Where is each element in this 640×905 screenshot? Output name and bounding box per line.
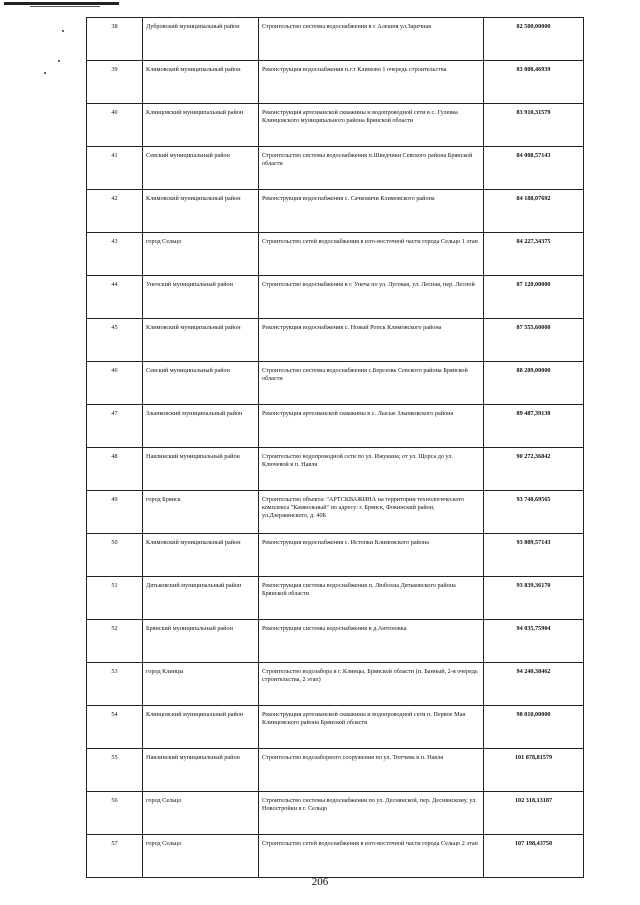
table-row (87, 491, 584, 534)
district-cell: Навлинский муниципальный район (143, 448, 259, 491)
district-cell: город Клинцы (143, 663, 259, 706)
amount-cell: 87 120,00000 (484, 276, 584, 319)
project-cell: Реконструкция водоснабжения п.г.т Климово 1 очередь строительства (259, 61, 484, 104)
row-number-cell: 43 (87, 233, 143, 276)
district-cell: Севский муниципальный район (143, 362, 259, 405)
project-cell: Строительство системы водоснабжения п.Шведчики Севского района Брянской области (259, 147, 484, 190)
table-row (87, 534, 584, 577)
scan-artifact-dot (58, 60, 60, 62)
table-row (87, 706, 584, 749)
project-cell: Строительство водозабора в г. Клинцы, Брянской области (п. Банный, 2-я очередь строительства, 2 этап) (259, 663, 484, 706)
table-row (87, 276, 584, 319)
amount-cell: 101 878,81579 (484, 749, 584, 792)
amount-cell: 107 198,43750 (484, 835, 584, 878)
district-cell: Севский муниципальный район (143, 147, 259, 190)
scan-artifact-line (30, 6, 100, 7)
row-number-cell: 41 (87, 147, 143, 190)
district-cell: Злынковский муниципальный район (143, 405, 259, 448)
amount-cell: 98 010,00000 (484, 706, 584, 749)
row-number-cell: 54 (87, 706, 143, 749)
amount-cell: 93 839,36170 (484, 577, 584, 620)
district-cell: город Сельцо (143, 792, 259, 835)
row-number-cell: 40 (87, 104, 143, 147)
table-row (87, 663, 584, 706)
row-number-cell: 50 (87, 534, 143, 577)
amount-cell: 89 487,39130 (484, 405, 584, 448)
projects-table (86, 17, 584, 878)
project-cell: Строительство водопроводной сети по ул. Ижукина; от ул. Щорса до ул. Ключевой в п. Навля (259, 448, 484, 491)
page-number: 206 (311, 876, 329, 888)
table-row (87, 448, 584, 491)
table-row (87, 792, 584, 835)
project-cell: Реконструкция артезианской скважины в с. Лысые Злынковского района (259, 405, 484, 448)
table-row (87, 147, 584, 190)
project-cell: Строительство объекта: "АРТСКВАЖИНА на территории технологического комплекса "Камвольный" по адресу: г. Брянск, Фокинский район, ул.Дзержинского, д. 40Б (259, 491, 484, 534)
amount-cell: 83 008,46939 (484, 61, 584, 104)
amount-cell: 93 809,57143 (484, 534, 584, 577)
district-cell: Климовский муниципальный район (143, 190, 259, 233)
amount-cell: 83 910,31579 (484, 104, 584, 147)
scan-artifact-line (4, 2, 119, 5)
project-cell: Строительство системы водоснабжения с.Березовк Севского района Брянской области (259, 362, 484, 405)
table-row (87, 18, 584, 61)
amount-cell: 82 500,00000 (484, 18, 584, 61)
table-row (87, 577, 584, 620)
project-cell: Строительство сетей водоснабжения в юго-восточной части города Сельцо 2 этап (259, 835, 484, 878)
amount-cell: 94 035,75904 (484, 620, 584, 663)
table-row (87, 319, 584, 362)
project-cell: Реконструкция артезианской скважины и водопроводной сети в с. Гулевка Клинцовского муниципального района Брянской области (259, 104, 484, 147)
table-row (87, 405, 584, 448)
district-cell: город Сельцо (143, 233, 259, 276)
table-row (87, 190, 584, 233)
amount-cell: 84 188,07692 (484, 190, 584, 233)
row-number-cell: 52 (87, 620, 143, 663)
district-cell: Дятьковский муниципальный район (143, 577, 259, 620)
amount-cell: 88 209,00000 (484, 362, 584, 405)
table-row (87, 104, 584, 147)
row-number-cell: 57 (87, 835, 143, 878)
row-number-cell: 53 (87, 663, 143, 706)
table-row (87, 835, 584, 878)
row-number-cell: 48 (87, 448, 143, 491)
table-row (87, 61, 584, 104)
row-number-cell: 44 (87, 276, 143, 319)
project-cell: Реконструкция артезианской скважины и водопроводной сети п. Первое Мая Клинцовского района Брянской области (259, 706, 484, 749)
district-cell: Климовский муниципальный район (143, 319, 259, 362)
district-cell: Унечский муниципальный район (143, 276, 259, 319)
district-cell: Брянский муниципальный район (143, 620, 259, 663)
project-cell: Строительство сетей водоснабжения в юго-восточной части города Сельцо 1 этап (259, 233, 484, 276)
amount-cell: 94 240,38462 (484, 663, 584, 706)
district-cell: Климовский муниципальный район (143, 61, 259, 104)
amount-cell: 87 555,60000 (484, 319, 584, 362)
amount-cell: 93 748,69565 (484, 491, 584, 534)
project-cell: Реконструкция системы водоснабжения п. Любохна Дятьковского района Брянской области (259, 577, 484, 620)
district-cell: Клинцовский муниципальный район (143, 104, 259, 147)
row-number-cell: 55 (87, 749, 143, 792)
row-number-cell: 51 (87, 577, 143, 620)
amount-cell: 90 272,36842 (484, 448, 584, 491)
row-number-cell: 46 (87, 362, 143, 405)
project-cell: Строительство системы водоснабжения в с Алешня ул.Заречная (259, 18, 484, 61)
row-number-cell: 49 (87, 491, 143, 534)
scan-artifact-dot (44, 72, 46, 74)
project-cell: Реконструкция системы водоснабжения в д.Антоновка (259, 620, 484, 663)
row-number-cell: 38 (87, 18, 143, 61)
row-number-cell: 56 (87, 792, 143, 835)
project-cell: Строительство водозаборного сооружения по ул. Тютчева в п. Навля (259, 749, 484, 792)
table-row (87, 362, 584, 405)
table-row (87, 233, 584, 276)
row-number-cell: 45 (87, 319, 143, 362)
amount-cell: 102 318,13187 (484, 792, 584, 835)
amount-cell: 84 227,34375 (484, 233, 584, 276)
scan-artifact-dot (62, 30, 64, 32)
district-cell: Навлинский муниципальный район (143, 749, 259, 792)
project-cell: Строительство водоснабжения в г. Унеча по ул. Луговая, ул. Лесная, пер. Лесной (259, 276, 484, 319)
district-cell: Клинцовский муниципальный район (143, 706, 259, 749)
project-cell: Реконструкция водоснабжения с. Новый Ропск Климовского района (259, 319, 484, 362)
project-cell: Реконструкция водоснабжения с. Истопки Климовского района (259, 534, 484, 577)
row-number-cell: 47 (87, 405, 143, 448)
table-row (87, 620, 584, 663)
table-body (87, 18, 584, 878)
district-cell: город Сельцо (143, 835, 259, 878)
table-row (87, 749, 584, 792)
district-cell: город Брянск (143, 491, 259, 534)
district-cell: Дубровский муниципальный район (143, 18, 259, 61)
amount-cell: 84 008,57143 (484, 147, 584, 190)
project-cell: Реконструкция водоснабжения с. Сачковичи Климовского района (259, 190, 484, 233)
row-number-cell: 42 (87, 190, 143, 233)
row-number-cell: 39 (87, 61, 143, 104)
district-cell: Климовский муниципальный район (143, 534, 259, 577)
project-cell: Строительство системы водоснабжения по ул. Деснянской, пер. Деснянскому, ул. Новостройки в г. Сельцо (259, 792, 484, 835)
